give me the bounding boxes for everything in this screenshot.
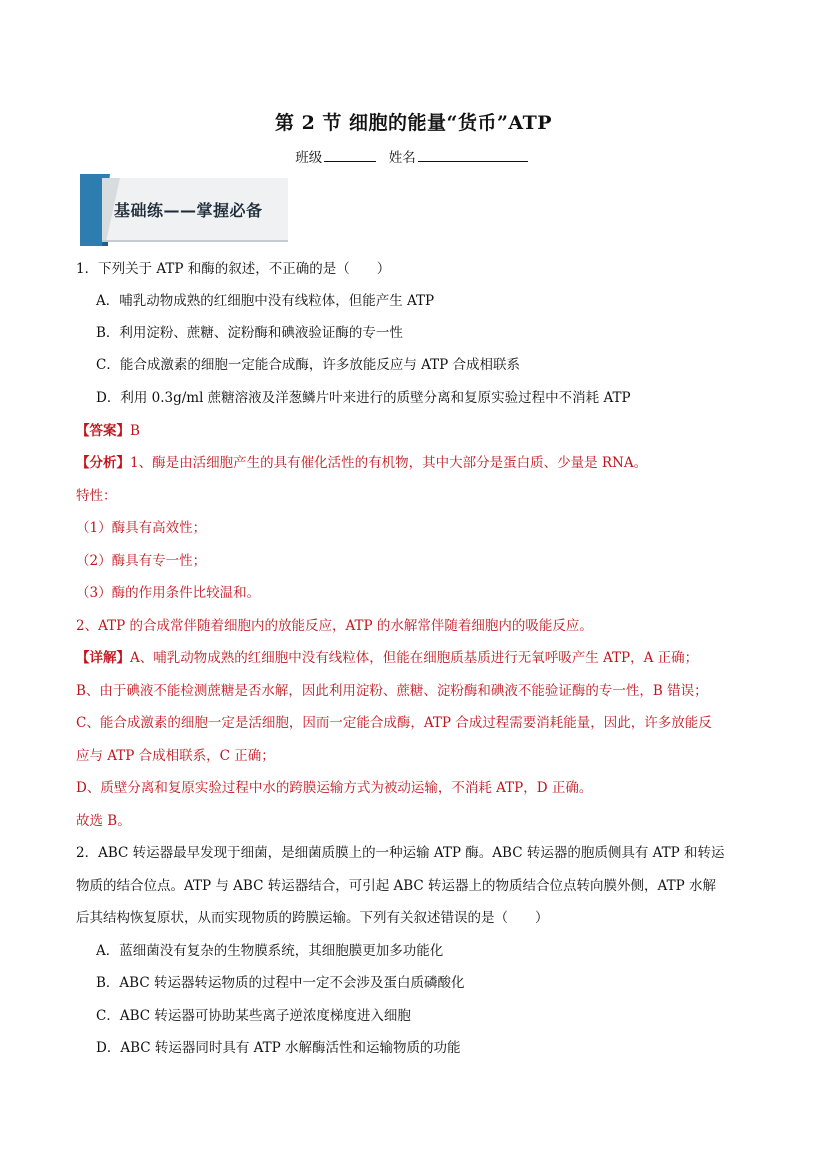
q1-analysis-line-1 [76,453,647,473]
q1-detail-line-6: 故选 B。 [76,813,131,829]
section-banner [80,174,288,246]
q2-option-b: B．ABC 转运器转运物质的过程中一定不会涉及蛋白质磷酸化 [96,975,465,991]
detail-tag: 【详解】 [76,650,130,666]
name-blank[interactable] [418,160,528,162]
q1-detail-line-4: 应与 ATP 合成相联系，C 正确； [76,748,275,764]
answer-value: B [130,423,140,439]
q1-detail-line-3: C、能合成激素的细胞一定是活细胞，因而一定能合成酶，ATP 合成过程需要消耗能量，因此，许多放能反 [76,715,712,731]
q1-analysis-line-4: （2）酶具有专一性； [76,553,207,569]
name-label: 姓名 [388,150,416,166]
class-blank[interactable] [324,160,376,162]
q2-option-d: D．ABC 转运器同时具有 ATP 水解酶活性和运输物质的功能 [96,1040,461,1056]
q2-stem-line-2: 物质的结合位点。ATP 与 ABC 转运器结合，可引起 ABC 转运器上的物质结合位点转向膜外侧，ATP 水解 [76,878,716,894]
q1-analysis-line-2: 特性： [76,488,117,504]
student-info-line [0,146,827,166]
answer-tag: 【答案】 [76,423,130,439]
q1-option-b: B．利用淀粉、蔗糖、淀粉酶和碘液验证酶的专一性 [96,325,403,341]
analysis-text: 1、酶是由活细胞产生的具有催化活性的有机物，其中大部分是蛋白质、少量是 RNA。 [130,455,648,471]
q1-option-c: C．能合成激素的细胞一定能合成酶，许多放能反应与 ATP 合成相联系 [96,357,521,373]
q2-stem-line-3: 后其结构恢复原状，从而实现物质的跨膜运输。下列有关叙述错误的是（ ） [76,910,549,926]
analysis-tag: 【分析】 [76,455,130,471]
class-label: 班级 [295,150,323,166]
q1-option-d: D．利用 0.3g/ml 蔗糖溶液及洋葱鳞片叶来进行的质壁分离和复原实验过程中不消耗 ATP [96,390,631,406]
q2-stem-line-1: 2．ABC 转运器最早发现于细菌，是细菌质膜上的一种运输 ATP 酶。ABC 转运器的胞质侧具有 ATP 和转运 [76,845,725,861]
page-title: 第 2 节 细胞的能量“货币”ATP [274,112,553,134]
q1-answer [76,421,140,441]
q1-option-a: A．哺乳动物成熟的红细胞中没有线粒体，但能产生 ATP [96,293,435,309]
q1-detail-line-2: B、由于碘液不能检测蔗糖是否水解，因此利用淀粉、蔗糖、淀粉酶和碘液不能验证酶的专一性，B 错误； [76,683,708,699]
q1-stem: 1．下列关于 ATP 和酶的叙述，不正确的是（ ） [76,261,391,277]
detail-text: A、哺乳动物成熟的红细胞中没有线粒体，但能在细胞质基质进行无氧呼吸产生 ATP，A 正确； [130,650,699,666]
q2-option-c: C．ABC 转运器可协助某些离子逆浓度梯度进入细胞 [96,1008,411,1024]
q1-analysis-line-6: 2、ATP 的合成常伴随着细胞内的放能反应，ATP 的水解常伴随着细胞内的吸能反应。 [76,618,593,634]
q2-option-a: A．蓝细菌没有复杂的生物膜系统，其细胞膜更加多功能化 [96,943,444,959]
q1-analysis-line-3: （1）酶具有高效性； [76,520,207,536]
q1-detail-line-5: D、质壁分离和复原实验过程中水的跨膜运输方式为被动运输，不消耗 ATP，D 正确。 [76,780,593,796]
q1-analysis-line-5: （3）酶的作用条件比较温和。 [76,585,261,601]
q1-detail-line-1 [76,648,698,668]
banner-label: 基础练——掌握必备 [114,201,263,220]
